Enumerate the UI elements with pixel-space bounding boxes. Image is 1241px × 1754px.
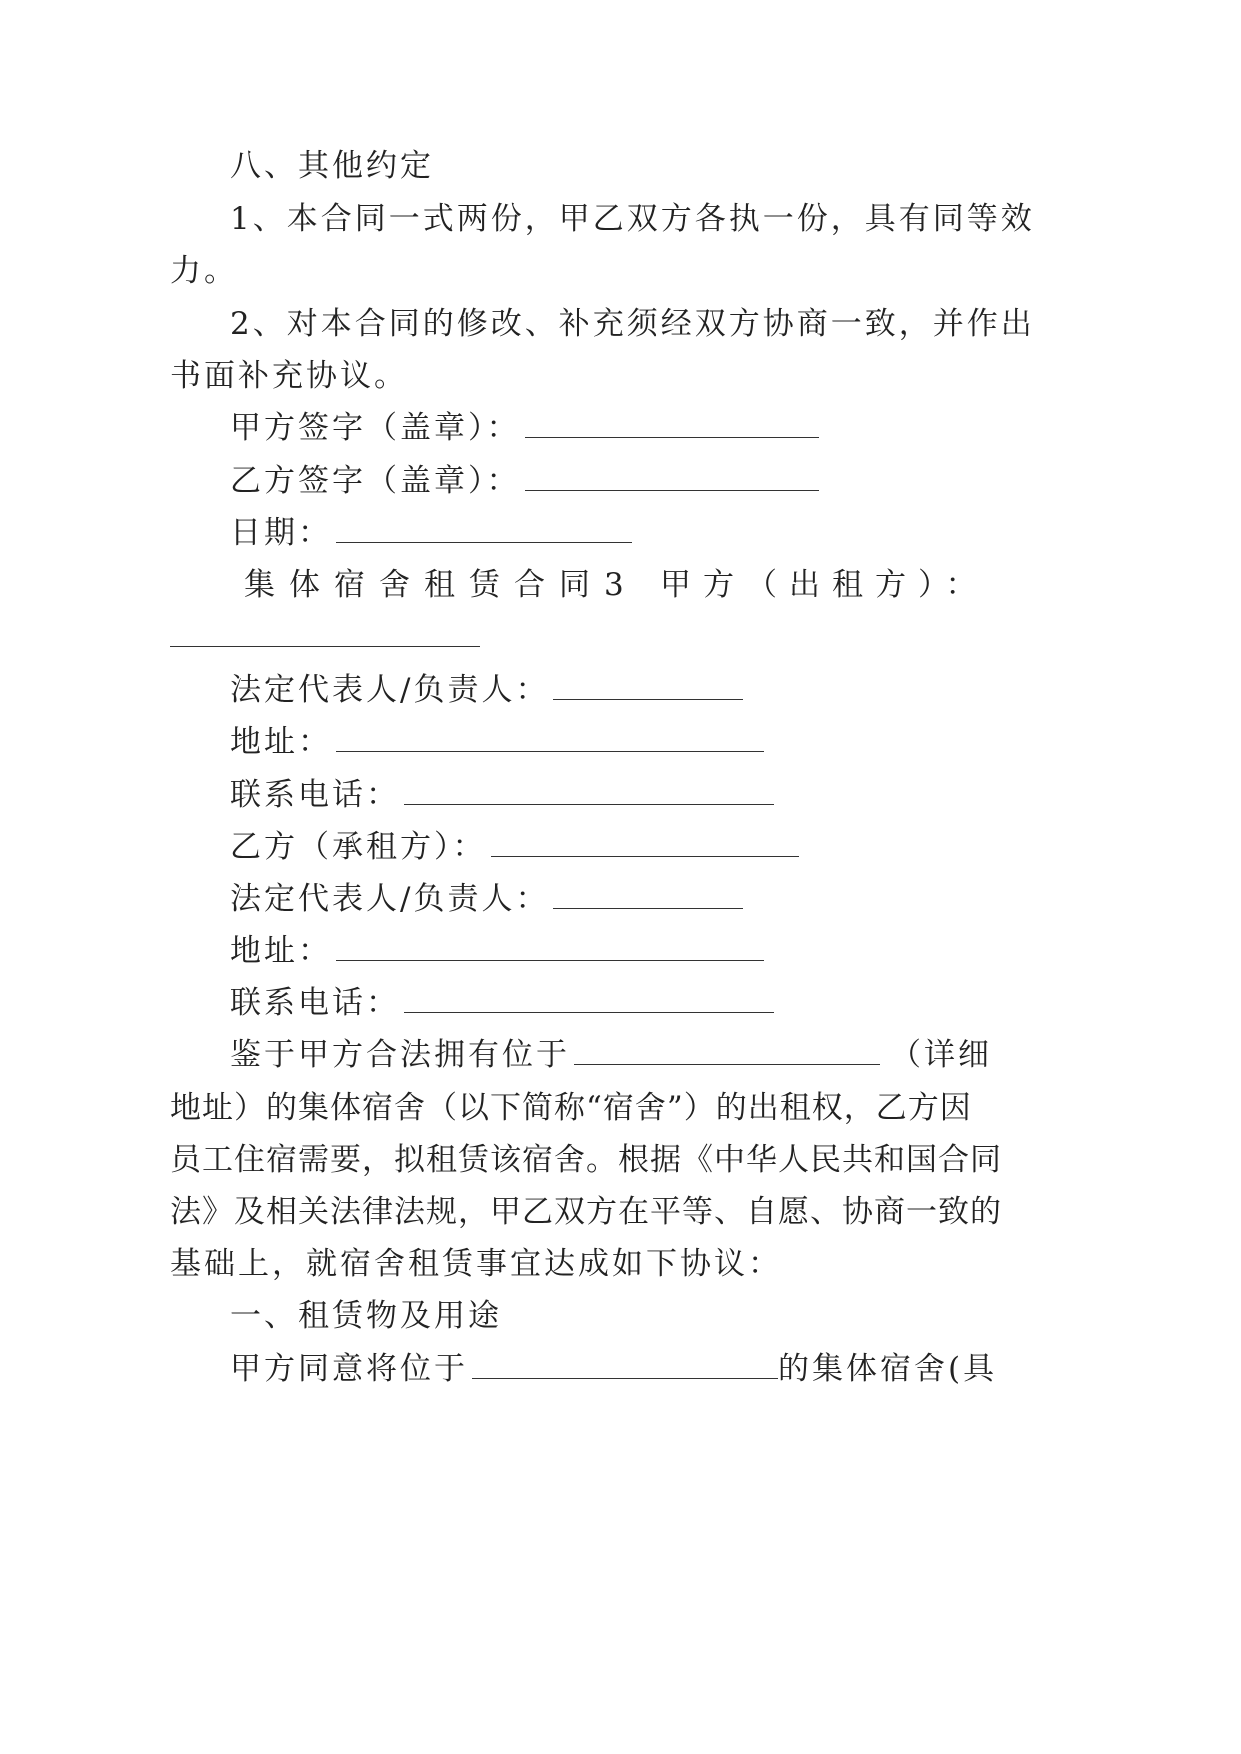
date-label: 日期： [230, 515, 332, 551]
clause-1-line-2: 力。 [170, 253, 238, 289]
preamble-line-1-end: （详细 [890, 1037, 992, 1073]
party-a-rep-row [230, 670, 743, 710]
party-a-phone-blank [404, 776, 774, 805]
party-a-address-label: 地址： [230, 724, 332, 760]
party-b-address-label: 地址： [230, 933, 332, 969]
party-a-rep-blank [553, 671, 743, 700]
party-b-signature-row [230, 461, 819, 501]
section-1-line-1-start: 甲方同意将位于 [230, 1351, 468, 1387]
premises-address-blank [574, 1036, 880, 1065]
section-1-line-1-end: 的集体宿舍(具 [778, 1351, 998, 1387]
party-a-signature-row [230, 408, 819, 448]
party-b-signature-blank [525, 462, 819, 491]
preamble-line-1-start: 鉴于甲方合法拥有位于 [230, 1037, 570, 1073]
party-b-address-blank [336, 932, 764, 961]
party-b-phone-row [230, 983, 774, 1023]
date-blank [336, 514, 632, 543]
dormitory-location-blank [472, 1350, 778, 1379]
contract-3-title: 集体宿舍租赁合同3 [244, 567, 638, 603]
party-a-phone-label: 联系电话： [230, 777, 400, 813]
preamble-line-3: 员工住宿需要，拟租赁该宿舍。根据《中华人民共和国合同 [170, 1142, 1002, 1178]
party-a-phone-row [230, 775, 774, 815]
party-b-rep-row [230, 879, 743, 919]
party-a-signature-label: 甲方签字（盖章）： [230, 410, 521, 446]
party-a-address-row [230, 722, 764, 762]
party-b-lessee-row [230, 827, 799, 867]
section-heading-leased-property: 一、租赁物及用途 [230, 1298, 502, 1334]
party-a-name-blank [170, 646, 480, 647]
preamble-line-5: 基础上，就宿舍租赁事宜达成如下协议： [170, 1246, 782, 1282]
party-a-lessor-label: 甲方（出租方）： [660, 567, 989, 603]
party-b-phone-blank [404, 984, 774, 1013]
date-row [230, 513, 632, 553]
preamble-line-1 [230, 1035, 992, 1075]
clause-2-line-1: 2、对本合同的修改、补充须经双方协商一致，并作出 [230, 306, 1035, 342]
party-b-rep-label: 法定代表人/负责人： [230, 881, 550, 917]
clause-2-line-2: 书面补充协议。 [170, 358, 408, 394]
party-b-phone-label: 联系电话： [230, 985, 400, 1021]
party-b-rep-blank [553, 880, 743, 909]
preamble-line-4: 法》及相关法律法规，甲乙双方在平等、自愿、协商一致的 [170, 1194, 1002, 1230]
party-b-lessee-label: 乙方（承租方）： [230, 829, 487, 865]
section-1-line-1 [230, 1349, 997, 1389]
clause-1-line-1: 1、本合同一式两份，甲乙双方各执一份，具有同等效 [230, 201, 1035, 237]
party-b-signature-label: 乙方签字（盖章）： [230, 463, 521, 499]
party-b-lessee-blank [491, 828, 799, 857]
preamble-line-2: 地址）的集体宿舍（以下简称“宿舍”）的出租权，乙方因 [170, 1090, 972, 1126]
party-a-rep-label: 法定代表人/负责人： [230, 672, 550, 708]
party-b-address-row [230, 931, 764, 971]
party-a-address-blank [336, 723, 764, 752]
party-a-signature-blank [525, 409, 819, 438]
section-heading-other-terms: 八、其他约定 [230, 148, 434, 184]
